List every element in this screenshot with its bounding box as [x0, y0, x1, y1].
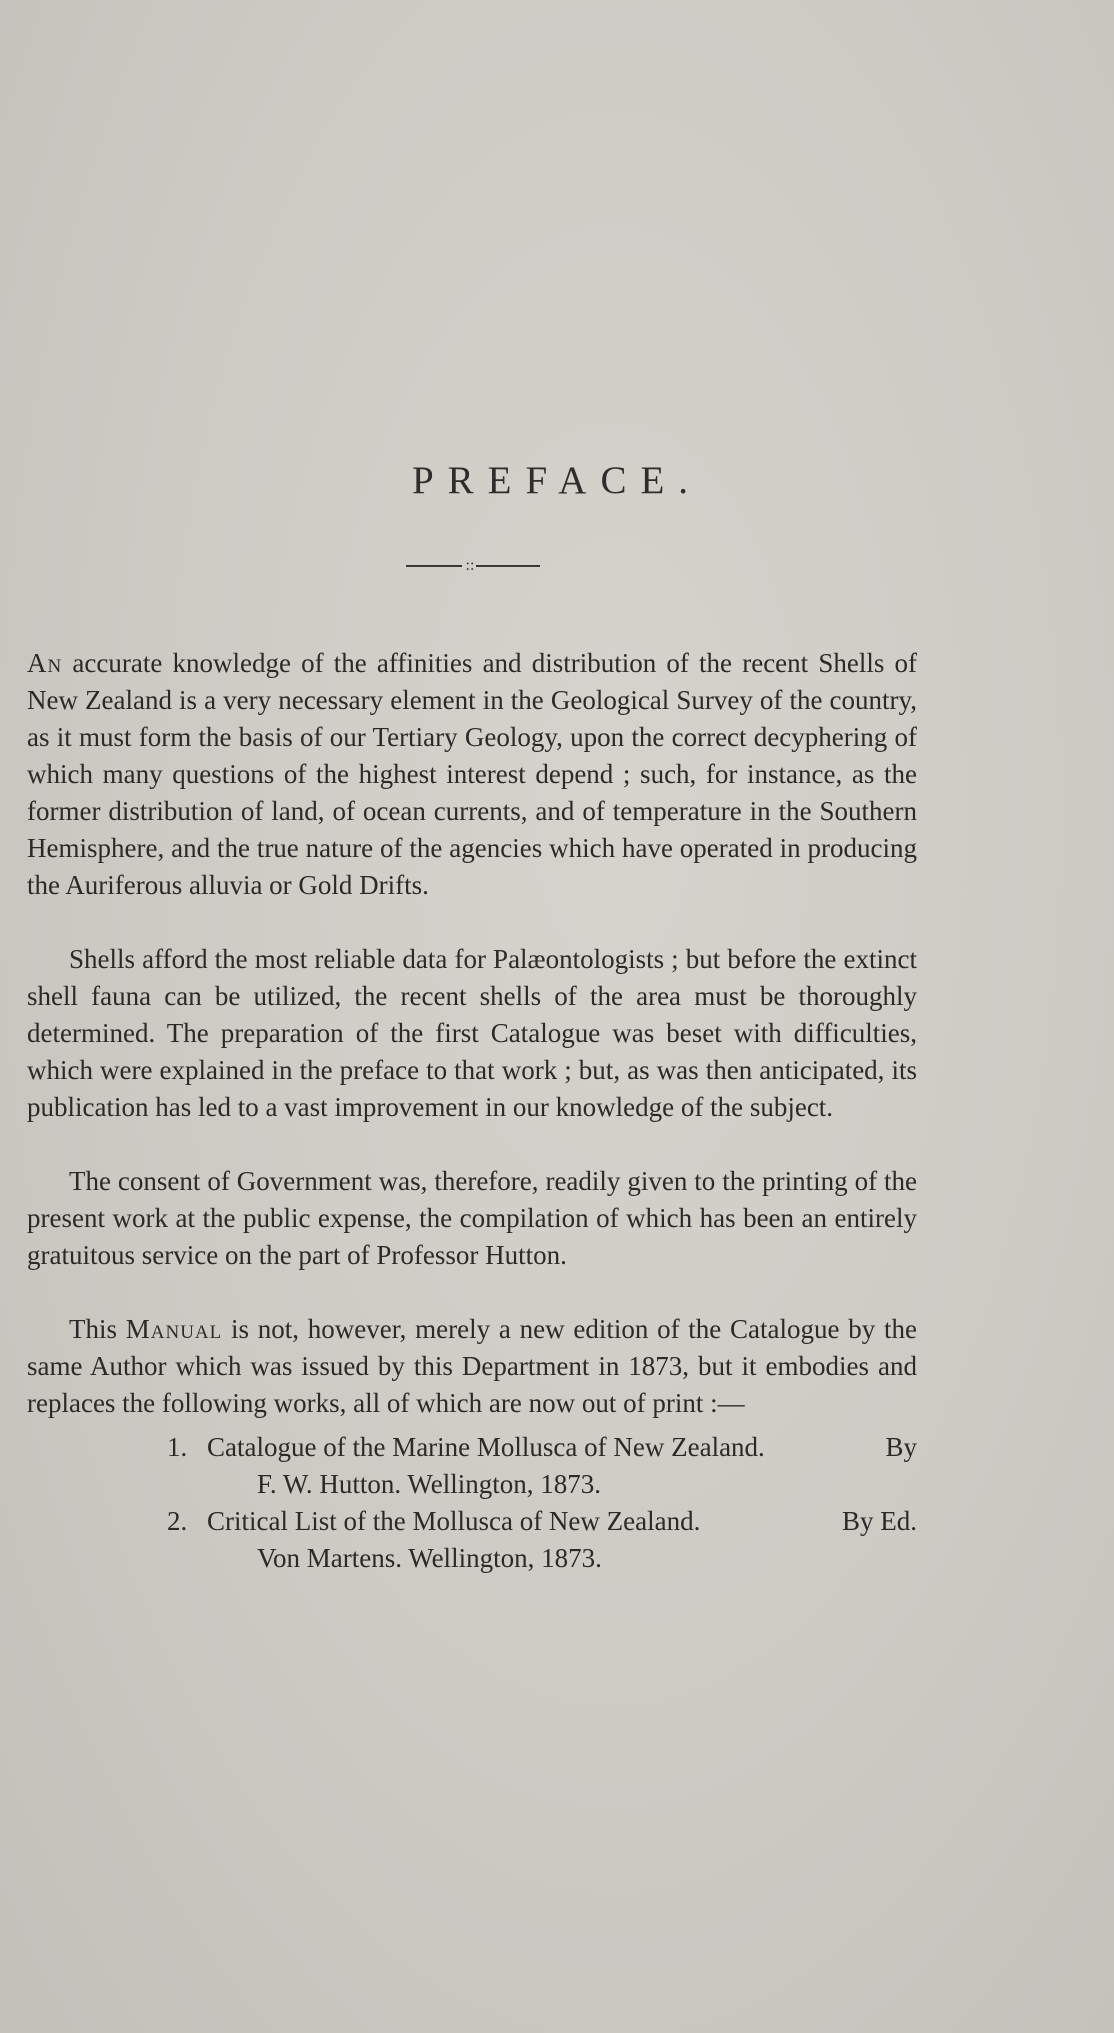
- paragraph-2: Shells afford the most reliable data for Palæontologists ; but before the extinct shell fauna can be utilized, the recent shells of the area must be thoroughly determined. The preparation of the first Catalogue was beset with difficulties, which were explained in the preface to that work ; but, as was then anticipated, its publication has led to a vast improvement in our knowledge of the subject.: [27, 944, 917, 1122]
- paragraph-4-manual: Manual: [125, 1314, 223, 1344]
- paragraph-4-pre: This: [69, 1314, 126, 1344]
- ornament-rule-left: [406, 565, 462, 567]
- ornament-rule-right: [476, 565, 540, 567]
- paragraph-3: The consent of Government was, therefore, readily given to the printing of the present work at the public expense, the compilation of which has been an entirely gratuitous service on the part of Professor Hutton.: [27, 1166, 917, 1270]
- list-item-rest: Von Martens. Wellington, 1873.: [257, 1543, 602, 1573]
- paragraph-1-text: accurate knowledge of the affinities and distribution of the recent Shells of New Zealand is a very necessary element in the Geological Survey of the country, as it must form the basis of our Tertiary Geology, upon the correct decyphering of which many questions of the highest interest depend ; such, for instance, as the former distribution of land, of ocean currents, and of temperature in the Southern Hemisphere, and the true nature of the agencies which have operated in producing the Auriferous alluvia or Gold Drifts.: [27, 648, 917, 900]
- paragraph-4-text: is not, however, merely a new edition of the Catalogue by the same Author which was issued by this Department in 1873, but it embodies and replaces the following works, all of which are now out of print :—: [27, 1314, 917, 1418]
- preface-body: [27, 645, 917, 1577]
- list-item: [27, 1429, 917, 1503]
- list-item-rest: F. W. Hutton. Wellington, 1873.: [257, 1469, 601, 1499]
- title-ornament: [406, 556, 540, 576]
- paragraph-4: [27, 1311, 917, 1422]
- list-item-number: 1.: [167, 1432, 188, 1462]
- list-item-by: By Ed.: [841, 1506, 917, 1536]
- list-item-number: 2.: [167, 1506, 188, 1536]
- list-item-by: By: [885, 1432, 917, 1462]
- list-item: [27, 1503, 917, 1577]
- ornament-dots: ::: [465, 557, 475, 574]
- list-item-title: Critical List of the Mollusca of New Zealand.: [207, 1506, 701, 1536]
- works-list: [27, 1429, 917, 1577]
- page-title: PREFACE.: [411, 459, 703, 502]
- paragraph-1-lead: An: [27, 648, 63, 678]
- paragraph-1: [27, 645, 917, 904]
- list-item-title: Catalogue of the Marine Mollusca of New Zealand.: [207, 1432, 765, 1462]
